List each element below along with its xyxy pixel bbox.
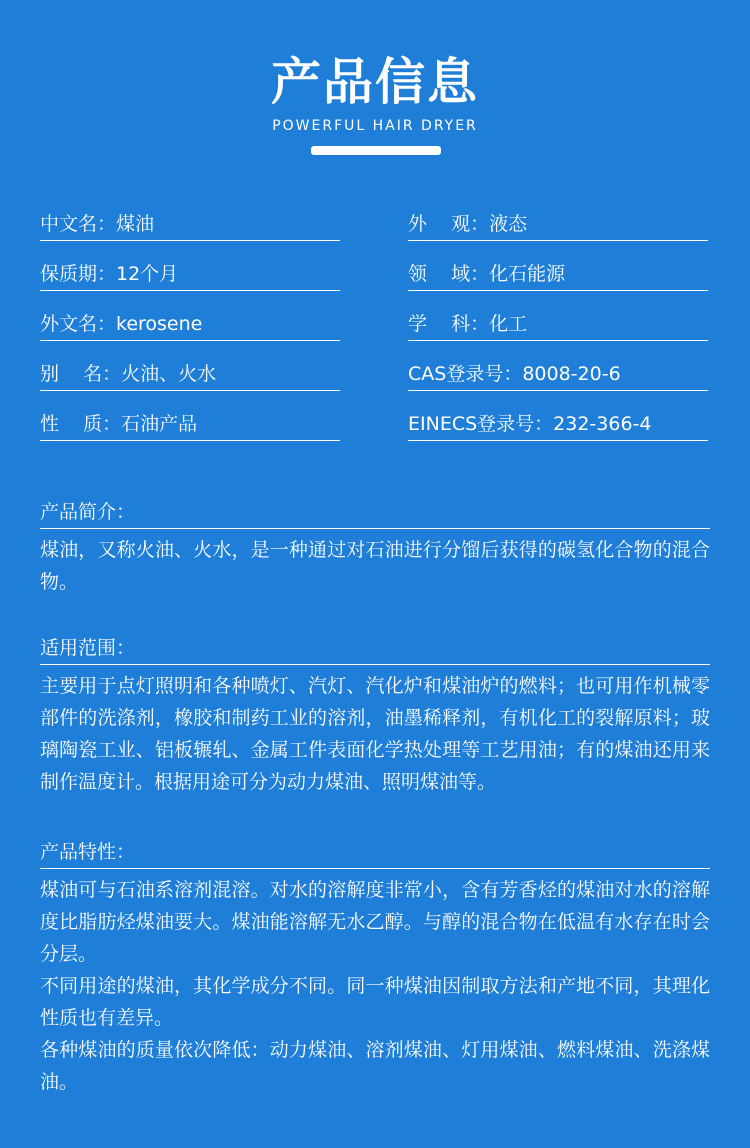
info-row-field [408, 258, 708, 308]
section-product-intro [40, 500, 710, 598]
section-body [40, 534, 710, 598]
section-body [40, 874, 710, 1098]
divider-line [40, 664, 710, 665]
divider-line [408, 390, 708, 391]
info-text: 别 名：火油、火水 [40, 363, 217, 385]
info-text: 中文名：煤油 [40, 213, 155, 235]
divider-line [40, 528, 710, 529]
info-row-discipline [408, 308, 708, 358]
info-row-chinese-name [40, 208, 340, 258]
page-subtitle: POWERFUL HAIR DRYER [272, 118, 478, 134]
info-column-right [408, 208, 708, 458]
info-row-einecs-number [408, 408, 708, 458]
divider-line [408, 290, 708, 291]
info-row-shelf-life [40, 258, 340, 308]
divider-line [40, 440, 340, 441]
section-body [40, 670, 710, 798]
section-heading-text: 适用范围： [40, 637, 136, 659]
section-usage-scope [40, 636, 710, 798]
divider-line [40, 868, 710, 869]
section-heading-text: 产品特性： [40, 841, 136, 863]
page-title: 产品信息 [271, 53, 479, 111]
section-heading [40, 840, 710, 870]
info-text: 学 科：化工 [408, 313, 528, 335]
paragraph: 煤油可与石油系溶剂混溶。对水的溶解度非常小，含有芳香烃的煤油对水的溶解度比脂肪烃煤油要大。煤油能溶解无水乙醇。与醇的混合物在低温有水存在时会分层。 [40, 879, 710, 965]
divider-line [40, 290, 340, 291]
info-column-left [40, 208, 340, 458]
paragraph: 不同用途的煤油，其化学成分不同。同一种煤油因制取方法和产地不同，其理化性质也有差异。 [40, 975, 710, 1029]
info-text: 领 域：化石能源 [408, 263, 566, 285]
paragraph: 主要用于点灯照明和各种喷灯、汽灯、汽化炉和煤油炉的燃料；也可用作机械零部件的洗涤剂，橡胶和制药工业的溶剂，油墨稀释剂，有机化工的裂解原料；玻璃陶瓷工业、铝板辗轧、金属工件表面化学热处理等工艺用油；有的煤油还用来制作温度计。根据用途可分为动力煤油、照明煤油等。 [40, 675, 710, 793]
section-heading [40, 636, 710, 666]
title-underline-bar [311, 146, 441, 155]
divider-line [408, 340, 708, 341]
info-text: EINECS登录号：232-366-4 [408, 413, 652, 435]
section-product-properties [40, 840, 710, 1098]
divider-line [40, 390, 340, 391]
section-heading [40, 500, 710, 530]
divider-line [408, 440, 708, 441]
info-row-cas-number [408, 358, 708, 408]
divider-line [408, 240, 708, 241]
section-heading-text: 产品简介： [40, 501, 136, 523]
info-text: CAS登录号：8008-20-6 [408, 363, 621, 385]
info-text: 性 质：石油产品 [40, 413, 198, 435]
info-text: 保质期：12个月 [40, 263, 179, 285]
info-row-foreign-name [40, 308, 340, 358]
divider-line [40, 340, 340, 341]
paragraph: 煤油，又称火油、火水，是一种通过对石油进行分馏后获得的碳氢化合物的混合物。 [40, 539, 710, 593]
paragraph: 各种煤油的质量依次降低：动力煤油、溶剂煤油、灯用煤油、燃料煤油、洗涤煤油。 [40, 1039, 710, 1093]
info-row-alias [40, 358, 340, 408]
info-row-appearance [408, 208, 708, 258]
info-row-nature [40, 408, 340, 458]
info-text: 外文名：kerosene [40, 313, 203, 335]
divider-line [40, 240, 340, 241]
info-text: 外 观：液态 [408, 213, 528, 235]
